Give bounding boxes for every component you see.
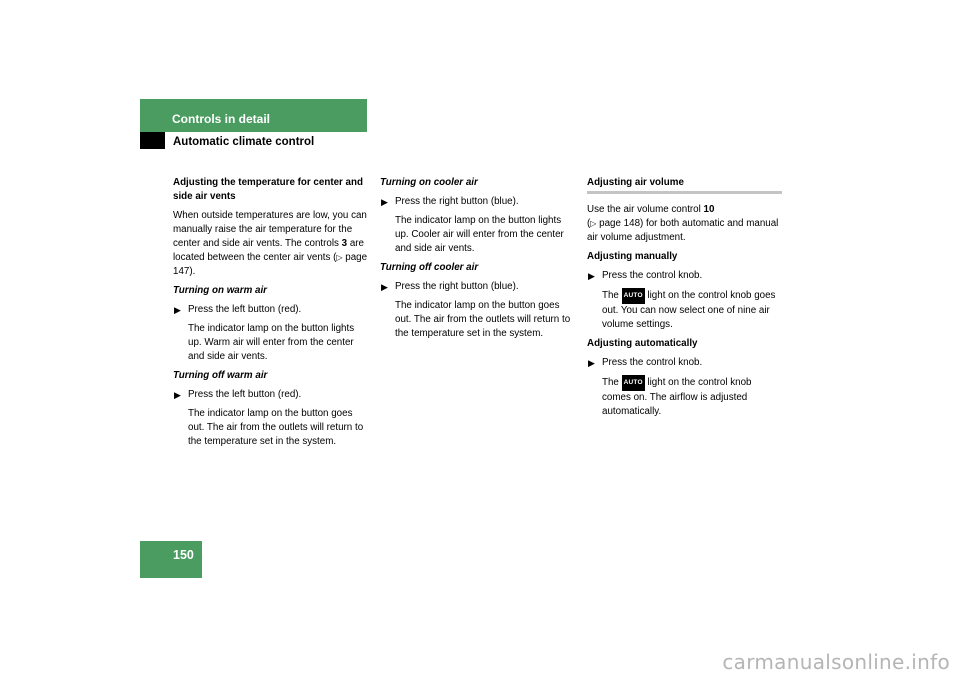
step-arrow-icon: ▶: [381, 197, 388, 207]
section-title: Controls in detail: [172, 112, 271, 126]
warm-off-result: The indicator lamp on the button goes out. The air from the outlets will return to the temperature set in the system.: [188, 408, 364, 447]
air-volume-heading: Adjusting air volume: [587, 176, 782, 194]
step-arrow-icon: ▶: [588, 358, 595, 368]
warm-on-result: The indicator lamp on the button lights up. Warm air will enter from the center and side air vents.: [188, 323, 355, 362]
section-header-bar: [140, 99, 367, 132]
cool-off-heading: Turning off cooler air: [380, 262, 479, 273]
auto-result: The AUTO light on the control knob comes on. The airflow is adjusted automatically.: [602, 377, 752, 417]
cool-off-step: ▶ Press the right button (blue).: [381, 281, 519, 292]
auto-step: ▶ Press the control knob.: [588, 357, 703, 368]
page-reference-link[interactable]: page 147: [173, 252, 368, 277]
step-arrow-icon: ▶: [381, 282, 388, 292]
page-ref-icon: ▷: [336, 253, 343, 262]
page-number-box: [140, 541, 202, 578]
column-1: [173, 176, 368, 454]
manual-step: ▶ Press the control knob.: [588, 270, 703, 281]
step-arrow-icon: ▶: [174, 390, 181, 400]
header-tab-marker: [140, 132, 165, 149]
cool-on-result: The indicator lamp on the button lights up. Cooler air will enter from the center and side air vents.: [395, 215, 564, 254]
auto-heading: Adjusting automatically: [587, 338, 698, 349]
air-volume-intro: Use the air volume control 10 (▷ page 148) for both automatic and manual air volume adjustment.: [587, 204, 779, 243]
page-reference-link[interactable]: page 148: [599, 218, 641, 229]
warm-on-heading: Turning on warm air: [173, 285, 267, 296]
cool-on-step: ▶ Press the right button (blue).: [381, 196, 519, 207]
step-arrow-icon: ▶: [588, 271, 595, 281]
auto-indicator-icon: AUTO: [622, 288, 645, 304]
watermark: carmanualsonline.info: [722, 650, 950, 674]
control-ref: 10: [703, 204, 715, 215]
page-ref-icon: ▷: [590, 219, 597, 228]
page-number: 150: [173, 548, 194, 562]
column-3: [587, 176, 782, 424]
cool-on-heading: Turning on cooler air: [380, 177, 478, 188]
page-subtitle: Automatic climate control: [173, 136, 315, 148]
auto-indicator-icon: AUTO: [622, 375, 645, 391]
temp-vents-heading: Adjusting the temperature for center and side air vents: [173, 177, 363, 202]
warm-on-step: ▶ Press the left button (red).: [174, 304, 302, 315]
warm-off-step: ▶ Press the left button (red).: [174, 389, 302, 400]
cool-off-result: The indicator lamp on the button goes out. The air from the outlets will return to the temperature set in the system.: [395, 300, 571, 339]
manual-result: The AUTO light on the control knob goes out. You can now select one of nine air volume settings.: [602, 290, 776, 330]
temp-vents-intro: When outside temperatures are low, you can manually raise the air temperature for the center and side air vents. The controls 3 are located between the center air vents (▷ page 147).: [173, 210, 368, 277]
manual-heading: Adjusting manually: [587, 251, 678, 262]
step-arrow-icon: ▶: [174, 305, 181, 315]
warm-off-heading: Turning off warm air: [173, 370, 268, 381]
column-2: [380, 176, 575, 346]
control-ref: 3: [341, 238, 348, 249]
